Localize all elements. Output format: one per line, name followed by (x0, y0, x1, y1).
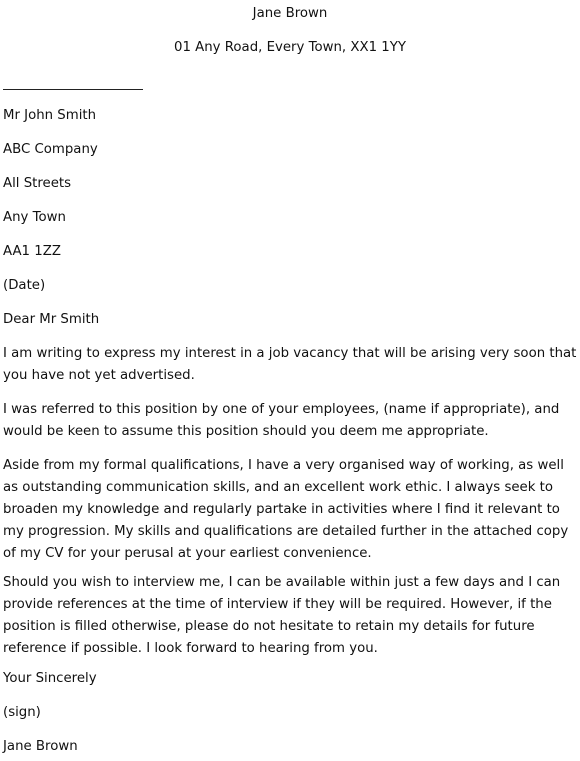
letter-date: (Date) (3, 278, 46, 293)
signature: (sign) (3, 705, 41, 720)
recipient-name: Mr John Smith (3, 108, 97, 123)
salutation: Dear Mr Smith (3, 312, 100, 327)
recipient-postcode: AA1 1ZZ (3, 244, 61, 259)
sender-name: Jane Brown (252, 6, 328, 21)
recipient-company: ABC Company (3, 142, 98, 157)
body-paragraph-1: I am writing to express my interest in a job vacancy that will be arising very soon that you have not yet advertised. (3, 346, 577, 383)
separator-line (3, 89, 143, 90)
recipient-town: Any Town (3, 210, 66, 225)
recipient-street: All Streets (3, 176, 72, 191)
body-paragraph-4: Should you wish to interview me, I can be available within just a few days and I can provide references at the time of interview if they will be required. However, if the position is filled otherwise, please do not hesitate to retain my details for future reference if possible. I look forward to hearing from you. (3, 575, 561, 656)
closing: Your Sincerely (3, 671, 97, 686)
sender-address: 01 Any Road, Every Town, XX1 1YY (174, 40, 406, 55)
body-paragraph-2: I was referred to this position by one of your employees, (name if appropriate), and would be keen to assume this position should you deem me appropriate. (3, 402, 560, 439)
signoff-name: Jane Brown (3, 739, 78, 754)
body-paragraph-3: Aside from my formal qualifications, I have a very organised way of working, as well as outstanding communication skills, and an excellent work ethic. I always seek to broaden my knowledge and regularly partake in activities where I find it relevant to my progression. My skills and qualifications are detailed further in the attached copy of my CV for your perusal at your earliest convenience. (3, 458, 569, 561)
